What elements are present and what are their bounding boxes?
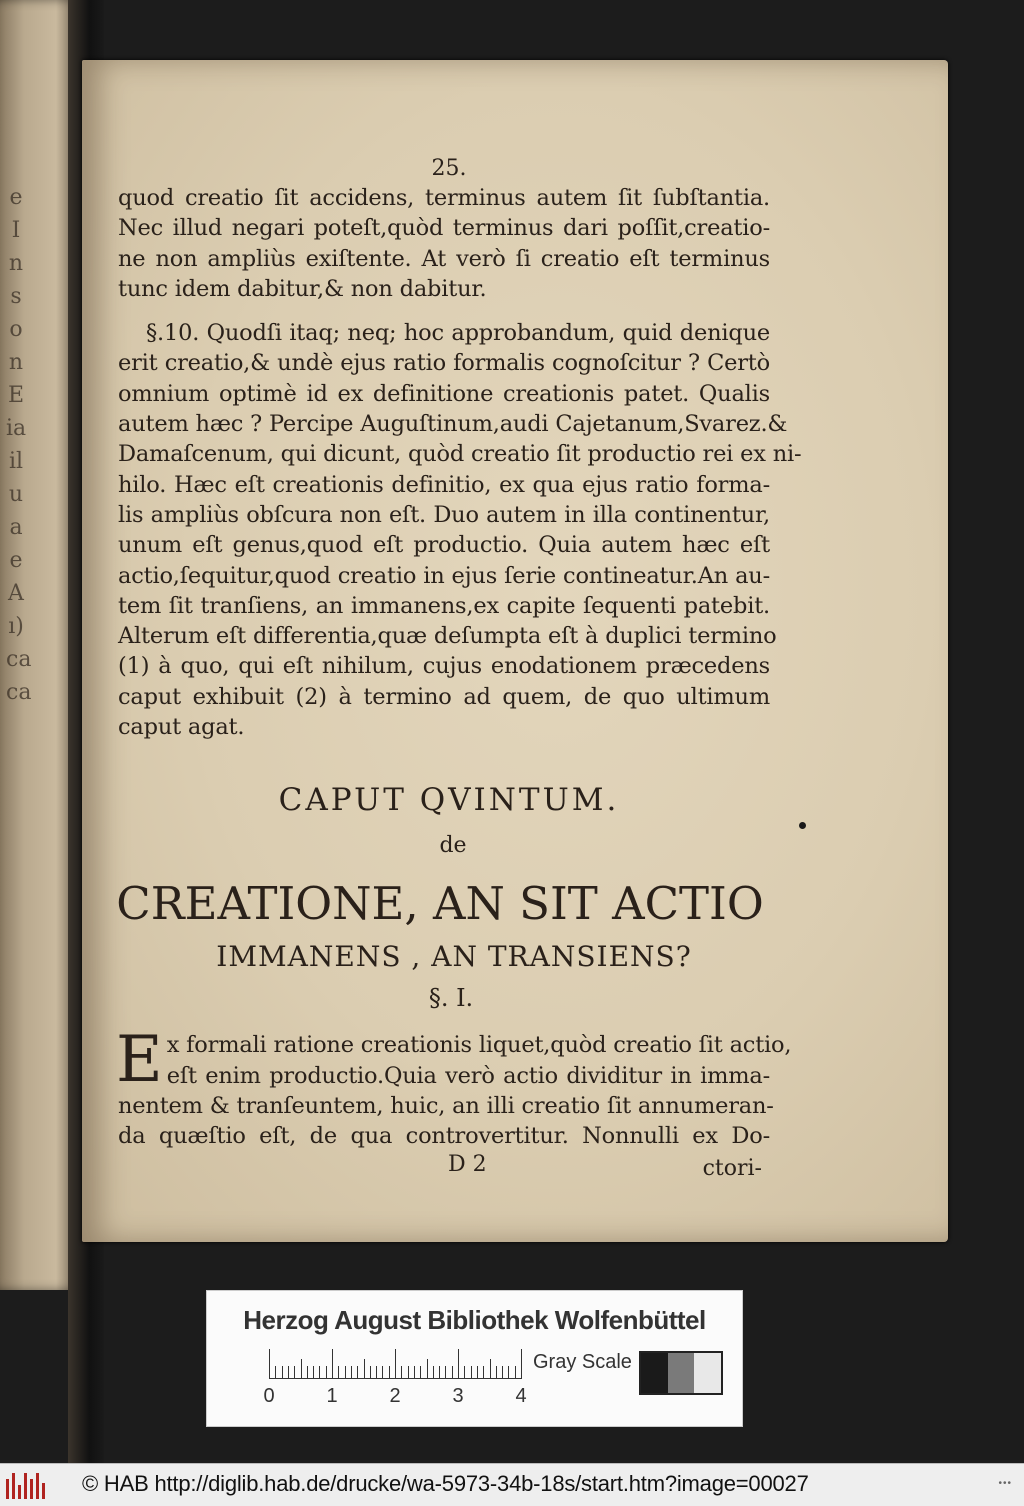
library-name: Herzog August Bibliothek Wolfenbüttel — [243, 1305, 706, 1335]
text-line: Nec illud negari poteſt,quòd terminus dari poſſit,creatio- — [118, 215, 770, 242]
prev-page-fragment: a — [9, 515, 23, 540]
prev-page-fragment: ı) — [8, 614, 24, 639]
text-line: tunc idem dabitur,& non dabitur. — [118, 275, 487, 302]
text-line: quod creatio ſit accidens, terminus autem ſit ſubſtantia. — [118, 185, 770, 211]
status-bar — [0, 1463, 1024, 1506]
signature-mark: D 2 — [448, 1151, 487, 1177]
text-line: actio,ſequitur,quod creatio in ejus ſerie contineatur.An au- — [118, 562, 770, 589]
page-footer — [118, 1152, 770, 1184]
chapter-de: de — [439, 833, 467, 859]
prev-page-fragment: I — [11, 218, 21, 243]
gray-scale-swatch — [639, 1351, 723, 1395]
paragraph-2 — [118, 318, 802, 742]
ruler-label: 4 — [515, 1385, 527, 1407]
text-line: unum eſt genus,quod eſt productio. Quia autem hæc eſt — [118, 532, 770, 559]
text-line: caput agat. — [118, 714, 245, 741]
prev-page-fragment: il — [8, 449, 24, 474]
prev-page-fragment: ca — [6, 680, 32, 705]
text-line: §.10. Quodſi itaq; neq; hoc approbandum, quid denique — [146, 320, 770, 347]
drop-cap: E — [116, 1023, 163, 1098]
prev-page-fragment: o — [9, 317, 23, 342]
ruler-label: 0 — [263, 1385, 275, 1407]
prev-page-fragment: A — [8, 581, 24, 606]
text-line: da quæſtio eſt, de qua controvertitur. Nonnulli ex Do- — [118, 1123, 770, 1150]
hab-color-card — [206, 1290, 743, 1427]
scale-ruler — [269, 1349, 523, 1379]
chapter-title-line-1: CREATIONE, AN SIT ACTIO — [116, 877, 764, 931]
page-text — [116, 155, 802, 1184]
text-line: x formali ratione creationis liquet,quòd creatio ſit actio, — [166, 1032, 792, 1059]
prev-page-fragment: e — [9, 185, 23, 210]
catchword: ctori- — [702, 1155, 762, 1181]
text-line: tem ſit tranſiens, an immanens,ex capite ſequenti patebit. — [118, 592, 770, 619]
paragraph-1 — [118, 183, 770, 304]
copyright-url[interactable]: © HAB http://diglib.hab.de/drucke/wa-5973-34b-18s/start.htm?image=00027 — [82, 1471, 809, 1496]
text-line: (1) à quo, qui eſt nihilum, cujus enodationem præcedens — [118, 653, 770, 680]
text-line: caput exhibuit (2) à termino ad quem, de quo ultimum — [118, 683, 770, 710]
page-number: 25. — [431, 156, 467, 181]
gray-swatch-cell — [668, 1353, 695, 1393]
prev-page-fragment: n — [8, 251, 24, 276]
text-line: Alterum eſt differentia,quæ deſumpta eſt à duplici termino — [118, 623, 777, 650]
text-line: ne non ampliùs exiſtente. At verò ſi creatio eſt terminus — [118, 245, 770, 272]
hab-logo-icon[interactable] — [6, 1473, 46, 1499]
prev-page-fragment: s — [10, 284, 22, 309]
prev-page-fragment: ca — [6, 647, 32, 672]
chapter-title-line-2: IMMANENS , AN TRANSIENS? — [216, 940, 692, 974]
section-mark: §. I. — [428, 984, 474, 1013]
text-line: omnium optimè id ex definitione creationis patet. Qualis — [118, 380, 770, 407]
text-line: eſt enim productio.Quia verò actio dividitur in imma- — [166, 1062, 770, 1089]
gray-swatch-cell — [694, 1353, 721, 1393]
ink-spot — [799, 822, 806, 829]
chapter-heading: CAPUT QVINTUM. — [278, 782, 620, 819]
gray-scale-label: Gray Scale — [533, 1351, 632, 1373]
text-line: Damaſcenum, qui dicunt, quòd creatio ſit productio rei ex ni- — [118, 441, 802, 468]
ruler-label: 3 — [452, 1385, 464, 1407]
more-options-icon[interactable]: ••• — [998, 1478, 1012, 1489]
ruler-label: 2 — [389, 1385, 401, 1407]
text-line: erit creatio,& undè ejus ratio formalis cognoſcitur ? Certò — [118, 350, 770, 377]
prev-page-fragment: ia — [6, 416, 27, 441]
ruler-label: 1 — [326, 1385, 338, 1407]
prev-page-fragment: e — [9, 548, 23, 573]
prev-page-fragment: n — [8, 350, 24, 375]
text-line: lis ampliùs obſcura non eſt. Duo autem in illa continentur, — [118, 501, 770, 528]
paragraph-3 — [116, 1023, 792, 1151]
prev-page-fragment: E — [7, 383, 25, 408]
text-line: autem hæc ? Percipe Auguſtinum,audi Cajetanum,Svarez.& — [118, 411, 788, 438]
text-line: nentem & tranſeuntem, huic, an illi creatio ſit annumeran- — [118, 1092, 774, 1119]
prev-page-fragment: u — [8, 482, 24, 507]
text-line: hilo. Hæc eſt creationis definitio, ex qua ejus ratio forma- — [118, 471, 770, 498]
gray-swatch-cell — [641, 1353, 668, 1393]
